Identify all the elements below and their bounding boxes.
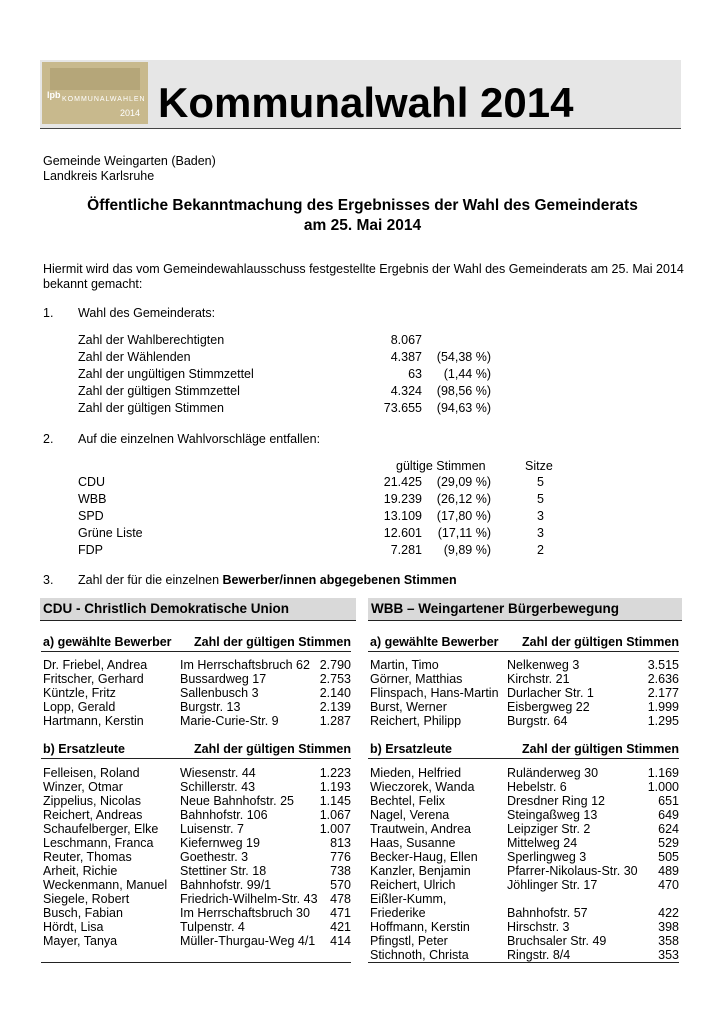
candidate-name: Hartmann, Kerstin [43, 714, 144, 728]
stat-label: Zahl der ungültigen Stimmzettel [78, 367, 254, 381]
candidate-row [43, 920, 351, 934]
candidate-name: Pfingstl, Peter [370, 934, 448, 948]
candidate-row [43, 892, 351, 906]
candidate-votes: 422 [658, 906, 679, 920]
stat-row [78, 401, 528, 415]
party-name: Grüne Liste [78, 526, 143, 540]
candidate-votes: 1.169 [647, 766, 679, 780]
stat-label: Zahl der Wählenden [78, 350, 191, 364]
candidate-name: Martin, Timo [370, 658, 439, 672]
party-name: SPD [78, 509, 104, 523]
stat-row [78, 350, 528, 364]
candidate-street: Luisenstr. 7 [180, 822, 244, 836]
candidate-row [43, 700, 351, 714]
candidate-row [43, 822, 351, 836]
candidate-name: Leschmann, Franca [43, 836, 154, 850]
list-bottom-rule [368, 962, 679, 963]
candidate-row [43, 672, 351, 686]
candidate-row [370, 906, 679, 920]
candidate-votes: 471 [330, 906, 351, 920]
intro-line2: bekannt gemacht: [43, 277, 143, 291]
candidate-row [43, 864, 351, 878]
candidate-name: Reichert, Ulrich [370, 878, 456, 892]
candidate-name: Mayer, Tanya [43, 934, 118, 948]
logo-text: KOMMUNALWAHLEN [62, 96, 146, 103]
list-header-wbb: WBB – Weingartener Bürgerbewegung [368, 598, 682, 621]
section3-title-bold: Bewerber/innen abgegebenen Stimmen [222, 573, 457, 587]
candidate-street: Jöhlinger Str. 17 [507, 878, 598, 892]
candidate-name: Zippelius, Nicolas [43, 794, 141, 808]
candidate-votes: 358 [658, 934, 679, 948]
candidate-row [370, 686, 679, 700]
votes-header-label: Zahl der gültigen Stimmen [522, 742, 679, 756]
party-row [78, 492, 558, 506]
candidate-row [370, 672, 679, 686]
candidate-votes: 651 [658, 794, 679, 808]
district: Landkreis Karlsruhe [43, 169, 155, 183]
candidate-street: Müller-Thurgau-Weg 4/1 [180, 934, 316, 948]
candidate-votes: 738 [330, 864, 351, 878]
candidate-street: Kirchstr. 21 [507, 672, 570, 686]
candidate-street: Kiefernweg 19 [180, 836, 260, 850]
candidate-row [43, 934, 351, 948]
section2-number: 2. [43, 432, 54, 446]
stat-percent: (54,38 %) [436, 350, 491, 364]
candidate-votes: 1.295 [647, 714, 679, 728]
candidate-street: Ruländerweg 30 [507, 766, 599, 780]
party-name: WBB [78, 492, 107, 506]
candidate-name: Winzer, Otmar [43, 780, 123, 794]
candidate-name: Schaufelberger, Elke [43, 822, 159, 836]
heading-line2: am 25. Mai 2014 [303, 217, 422, 234]
candidate-name: Arheit, Richie [43, 864, 118, 878]
stat-label: Zahl der Wahlberechtigten [78, 333, 225, 347]
candidate-name: Eißler-Kumm, [370, 892, 447, 906]
candidate-row [370, 780, 679, 794]
section2-title: Auf die einzelnen Wahlvorschläge entfallen: [78, 432, 321, 446]
party-seats: 3 [537, 526, 544, 540]
candidate-row [370, 766, 679, 780]
candidate-votes: 414 [330, 934, 351, 948]
candidate-street: Neue Bahnhofstr. 25 [180, 794, 294, 808]
candidate-street: Wiesenstr. 44 [180, 766, 256, 780]
section1-number: 1. [43, 306, 54, 320]
candidate-name: Fritscher, Gerhard [43, 672, 144, 686]
kommunalwahl-logo [42, 62, 148, 124]
party-seats: 5 [537, 475, 544, 489]
candidate-street: Hebelstr. 6 [507, 780, 567, 794]
logo-decoration [50, 68, 140, 90]
candidate-name: Wieczorek, Wanda [370, 780, 475, 794]
party-row [78, 509, 558, 523]
stat-percent: (98,56 %) [436, 384, 491, 398]
substitutes-header [41, 741, 351, 759]
candidate-votes: 398 [658, 920, 679, 934]
candidate-street: Durlacher Str. 1 [507, 686, 594, 700]
candidate-row [370, 714, 679, 728]
candidate-street: Burgstr. 13 [180, 700, 241, 714]
candidate-name: Burst, Werner [370, 700, 447, 714]
candidate-street: Friedrich-Wilhelm-Str. 43 [180, 892, 318, 906]
candidate-votes: 2.177 [647, 686, 679, 700]
col-seats: Sitze [525, 459, 553, 473]
candidate-name: Reichert, Philipp [370, 714, 462, 728]
logo-lpb: lpb [47, 90, 61, 100]
section3-title [78, 573, 457, 588]
candidate-votes: 2.636 [647, 672, 679, 686]
party-row [78, 475, 558, 489]
party-seats: 3 [537, 509, 544, 523]
candidate-votes: 505 [658, 850, 679, 864]
stat-value: 73.655 [383, 401, 422, 415]
party-name: FDP [78, 543, 103, 557]
candidate-votes: 649 [658, 808, 679, 822]
party-row [78, 526, 558, 540]
candidate-votes: 813 [330, 836, 351, 850]
candidate-street: Eisbergweg 22 [507, 700, 590, 714]
page-title: Kommunalwahl 2014 [158, 79, 574, 126]
candidate-row [370, 920, 679, 934]
party-votes: 12.601 [383, 526, 422, 540]
candidate-name: Weckenmann, Manuel [43, 878, 168, 892]
stat-value: 4.324 [390, 384, 422, 398]
candidate-name: Lopp, Gerald [43, 700, 116, 714]
candidate-row [43, 906, 351, 920]
candidate-street: Bahnhofstr. 106 [180, 808, 268, 822]
section3-title-plain: Zahl der für die einzelnen [78, 573, 223, 587]
intro-line1: Hiermit wird das vom Gemeindewahlausschuss festgestellte Ergebnis der Wahl des Gemeinderats am 25. Mai 2014 [43, 262, 684, 276]
candidate-street: Im Herrschaftsbruch 30 [180, 906, 310, 920]
candidate-votes: 1.193 [319, 780, 351, 794]
candidate-street: Marie-Curie-Str. 9 [180, 714, 279, 728]
candidate-street: Bruchsaler Str. 49 [507, 934, 607, 948]
substitutes-header-label: b) Ersatzleute [43, 742, 125, 756]
candidate-votes: 624 [658, 822, 679, 836]
candidate-row [370, 836, 679, 850]
candidate-name: Siegele, Robert [43, 892, 130, 906]
candidate-street: Sallenbusch 3 [180, 686, 259, 700]
list-bottom-rule [41, 962, 351, 963]
votes-header-label: Zahl der gültigen Stimmen [522, 635, 679, 649]
candidate-row [43, 836, 351, 850]
stat-row [78, 367, 528, 381]
candidate-row [370, 878, 679, 892]
candidate-name: Becker-Haug, Ellen [370, 850, 478, 864]
candidate-votes: 2.140 [319, 686, 351, 700]
candidate-street: Dresdner Ring 12 [507, 794, 605, 808]
candidate-street: Schillerstr. 43 [180, 780, 256, 794]
candidate-votes: 570 [330, 878, 351, 892]
stat-label: Zahl der gültigen Stimmen [78, 401, 224, 415]
candidate-votes: 529 [658, 836, 679, 850]
candidate-votes: 1.000 [647, 780, 679, 794]
candidate-street: Stettiner Str. 18 [180, 864, 267, 878]
party-seats: 5 [537, 492, 544, 506]
candidate-row [43, 808, 351, 822]
section3-number: 3. [43, 573, 54, 587]
party-percent: (17,80 %) [436, 509, 491, 523]
candidate-row [370, 892, 679, 906]
candidate-votes: 1.007 [319, 822, 351, 836]
candidate-name: Kanzler, Benjamin [370, 864, 471, 878]
candidate-name: Reichert, Andreas [43, 808, 143, 822]
candidate-row [370, 934, 679, 948]
candidate-votes: 776 [330, 850, 351, 864]
stat-value: 8.067 [390, 333, 422, 347]
candidate-name: Stichnoth, Christa [370, 948, 469, 962]
candidate-street: Tulpenstr. 4 [180, 920, 245, 934]
party-votes: 19.239 [383, 492, 422, 506]
candidate-street: Hirschstr. 3 [507, 920, 570, 934]
candidate-votes: 470 [658, 878, 679, 892]
candidate-row [43, 658, 351, 672]
stat-row [78, 384, 528, 398]
candidate-street: Burgstr. 64 [507, 714, 568, 728]
candidate-street: Bussardweg 17 [180, 672, 267, 686]
substitutes-header-label: b) Ersatzleute [370, 742, 452, 756]
candidate-name: Bechtel, Felix [370, 794, 446, 808]
candidate-row [43, 850, 351, 864]
party-votes: 21.425 [383, 475, 422, 489]
municipality: Gemeinde Weingarten (Baden) [43, 154, 216, 168]
votes-header-label: Zahl der gültigen Stimmen [194, 635, 351, 649]
candidate-row [370, 700, 679, 714]
candidate-votes: 2.790 [319, 658, 351, 672]
candidate-name: Trautwein, Andrea [370, 822, 471, 836]
candidate-row [370, 948, 679, 962]
candidate-name: Reuter, Thomas [43, 850, 132, 864]
candidate-name: Görner, Matthias [370, 672, 463, 686]
candidate-row [43, 878, 351, 892]
candidate-name: Nagel, Verena [370, 808, 450, 822]
candidate-votes: 1.287 [319, 714, 351, 728]
candidate-street: Mittelweg 24 [507, 836, 578, 850]
party-row [78, 543, 558, 557]
candidate-name: Küntzle, Fritz [43, 686, 116, 700]
candidate-votes: 478 [330, 892, 351, 906]
candidate-row [43, 766, 351, 780]
candidate-votes: 1.223 [319, 766, 351, 780]
party-votes: 13.109 [383, 509, 422, 523]
candidate-name: Hoffmann, Kerstin [370, 920, 470, 934]
candidate-name: Hördt, Lisa [43, 920, 104, 934]
candidate-row [370, 850, 679, 864]
party-percent: (17,11 %) [437, 526, 491, 540]
elected-header-label: a) gewählte Bewerber [370, 635, 499, 649]
stat-value: 4.387 [390, 350, 422, 364]
candidate-row [43, 780, 351, 794]
candidate-street: Pfarrer-Nikolaus-Str. 30 [507, 864, 638, 878]
candidate-street: Leipziger Str. 2 [507, 822, 591, 836]
elected-header [41, 634, 351, 652]
party-percent: (26,12 %) [436, 492, 491, 506]
candidate-street: Steingaßweg 13 [507, 808, 598, 822]
col-valid-votes: gültige Stimmen [396, 459, 486, 473]
candidate-votes: 2.753 [319, 672, 351, 686]
candidate-row [370, 822, 679, 836]
section1-title: Wahl des Gemeinderats: [78, 306, 216, 320]
candidate-street: Goethestr. 3 [180, 850, 249, 864]
candidate-street: Im Herrschaftsbruch 62 [180, 658, 310, 672]
candidate-street: Bahnhofstr. 99/1 [180, 878, 272, 892]
candidate-votes: 1.145 [319, 794, 351, 808]
candidate-name: Haas, Susanne [370, 836, 456, 850]
substitutes-header [368, 741, 679, 759]
list-header-cdu: CDU - Christlich Demokratische Union [40, 598, 356, 621]
party-seats: 2 [537, 543, 544, 557]
candidate-street: Ringstr. 8/4 [507, 948, 571, 962]
candidate-street: Bahnhofstr. 57 [507, 906, 588, 920]
candidate-votes: 421 [330, 920, 351, 934]
candidate-votes: 1.067 [319, 808, 351, 822]
candidate-street: Sperlingweg 3 [507, 850, 587, 864]
candidate-votes: 1.999 [647, 700, 679, 714]
party-percent: (29,09 %) [436, 475, 491, 489]
candidate-votes: 489 [658, 864, 679, 878]
stat-percent: (94,63 %) [436, 401, 491, 415]
elected-header-label: a) gewählte Bewerber [43, 635, 172, 649]
party-votes: 7.281 [390, 543, 422, 557]
logo-year: 2014 [119, 108, 140, 118]
candidate-row [43, 714, 351, 728]
candidate-row [370, 864, 679, 878]
candidate-name: Flinspach, Hans-Martin [370, 686, 499, 700]
stat-value: 63 [408, 367, 422, 381]
heading-line1: Öffentliche Bekanntmachung des Ergebnisses der Wahl des Gemeinderats [87, 197, 638, 214]
party-percent: (9,89 %) [443, 543, 491, 557]
party-name: CDU [78, 475, 106, 489]
candidate-name: Felleisen, Roland [43, 766, 140, 780]
votes-header-label: Zahl der gültigen Stimmen [194, 742, 351, 756]
stat-label: Zahl der gültigen Stimmzettel [78, 384, 240, 398]
candidate-row [370, 794, 679, 808]
stat-row [78, 333, 528, 347]
candidate-name: Friederike [370, 906, 426, 920]
candidate-votes: 3.515 [647, 658, 679, 672]
candidate-row [43, 686, 351, 700]
candidate-name: Mieden, Helfried [370, 766, 462, 780]
candidate-street: Nelkenweg 3 [507, 658, 580, 672]
candidate-row [370, 808, 679, 822]
elected-header [368, 634, 679, 652]
candidate-name: Busch, Fabian [43, 906, 123, 920]
candidate-name: Dr. Friebel, Andrea [43, 658, 148, 672]
candidate-votes: 2.139 [319, 700, 351, 714]
stat-percent: (1,44 %) [443, 367, 491, 381]
candidate-row [43, 794, 351, 808]
candidate-votes: 353 [658, 948, 679, 962]
candidate-row [370, 658, 679, 672]
